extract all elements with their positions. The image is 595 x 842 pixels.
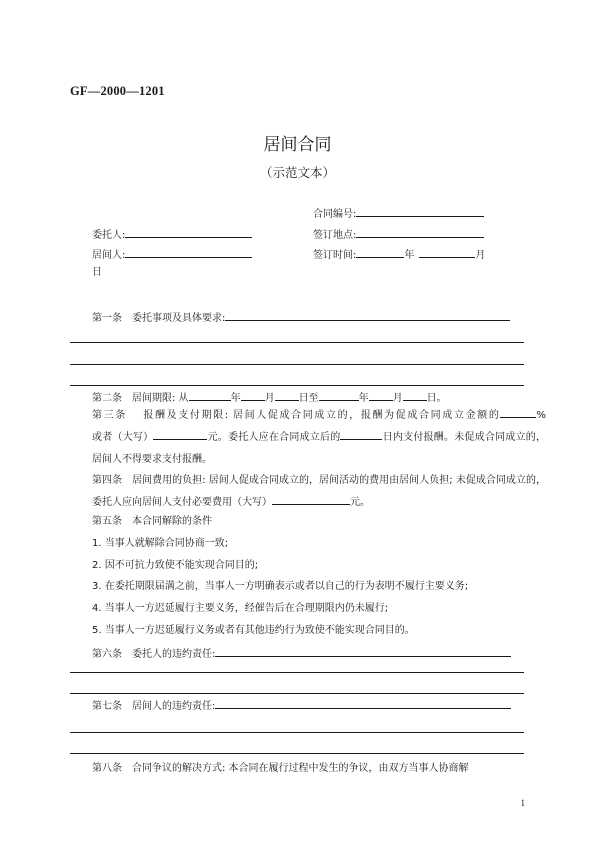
day-label: 日。 [426, 393, 447, 404]
sign-place-label: 签订地点: [313, 230, 357, 241]
article-2-label: 第二条 居间期限: 从 [92, 393, 189, 404]
article-7-line[interactable] [70, 753, 524, 754]
end-day-blank[interactable] [403, 389, 427, 401]
year-label: 年 [358, 393, 369, 404]
article-8: 第八条 合同争议的解决方式: 本合同在履行过程中发生的争议，由双方当事人协商解 [92, 763, 469, 774]
intermediary-blank[interactable] [125, 246, 252, 258]
percent-label: % [536, 410, 546, 421]
article-6-line[interactable] [70, 693, 524, 694]
article-1 [92, 309, 510, 326]
article-4-text: 元。 [350, 497, 370, 508]
sign-month-blank[interactable] [419, 246, 475, 258]
sign-year-blank[interactable] [356, 246, 404, 258]
article-7-blank[interactable] [215, 697, 511, 709]
article-1-line[interactable] [70, 342, 524, 343]
contract-number-label: 合同编号: [313, 209, 357, 220]
document-code: GF—2000—1201 [70, 84, 165, 98]
list-item: 2. 因不可抗力致使不能实现合同目的; [92, 560, 259, 571]
list-item: 1. 当事人就解除合同协商一致; [92, 538, 229, 549]
article-3-text: 或者（大写） [92, 432, 154, 443]
article-4 [70, 470, 546, 514]
contract-number-blank[interactable] [356, 205, 484, 217]
intermediary-label: 居间人: [92, 250, 126, 261]
article-6-label: 第六条 委托人的违约责任: [92, 649, 216, 660]
month-label: 月 [264, 393, 275, 404]
list-item: 3. 在委托期限届满之前，当事人一方明确表示或者以自己的行为表明不履行主要义务; [92, 581, 469, 592]
article-4-text: 第四条 居间费用的负担: 居间人促成合同成立的，居间活动的费用由居间人负担; 未促成合同成立的，委托人应向居间人支付必要费用（大写） [92, 475, 546, 508]
day-to-label: 日至 [298, 393, 319, 404]
sign-place-field [313, 226, 484, 243]
article-1-label: 第一条 委托事项及具体要求: [92, 313, 226, 324]
start-month-blank[interactable] [241, 389, 265, 401]
sign-time-field [313, 246, 485, 263]
article-3-text: 元。委托人应在合同成立后的 [207, 432, 341, 443]
sign-place-blank[interactable] [356, 226, 484, 238]
article-6 [92, 645, 511, 662]
article-3-text: 第三条 报酬及支付期限: 居间人促成合同成立的，报酬为促成合同成立金额的 [92, 410, 501, 421]
page-subtitle: （示范文本） [259, 165, 335, 180]
start-day-blank[interactable] [275, 389, 299, 401]
article-7-line[interactable] [70, 732, 524, 733]
article-5-heading: 第五条 本合同解除的条件 [92, 516, 212, 527]
article-1-line[interactable] [70, 385, 524, 386]
month-label: 月 [475, 250, 486, 261]
page-number: 1 [520, 798, 525, 808]
article-7-label: 第七条 居间人的违约责任: [92, 701, 216, 712]
year-label: 年 [230, 393, 241, 404]
end-year-blank[interactable] [319, 389, 359, 401]
sign-day-label: 日 [92, 267, 102, 278]
client-blank[interactable] [125, 226, 252, 238]
article-1-line[interactable] [70, 364, 524, 365]
article-3-text: 日内支付报酬。未促成合同成立的，居间人不得要求支付报酬。 [92, 432, 547, 465]
expense-amount-blank[interactable] [272, 493, 350, 505]
contract-number-field [313, 205, 484, 222]
list-item: 5. 当事人一方迟延履行义务或者有其他违约行为致使不能实现合同目的。 [92, 625, 415, 636]
client-field [92, 226, 252, 243]
article-2 [92, 389, 447, 406]
article-7 [92, 697, 511, 714]
article-6-line[interactable] [70, 672, 524, 673]
client-label: 委托人: [92, 230, 126, 241]
article-6-blank[interactable] [215, 645, 511, 657]
year-label: 年 [404, 250, 415, 261]
article-1-blank[interactable] [225, 309, 510, 321]
page-title: 居间合同 [263, 135, 332, 155]
amount-blank[interactable] [153, 428, 207, 440]
intermediary-field [92, 246, 252, 263]
sign-time-label: 签订时间: [313, 250, 357, 261]
end-month-blank[interactable] [369, 389, 393, 401]
percent-blank[interactable] [500, 406, 536, 418]
days-blank[interactable] [340, 428, 382, 440]
list-item: 4. 当事人一方迟延履行主要义务，经催告后在合理期限内仍未履行; [92, 603, 389, 614]
article-3 [70, 405, 546, 471]
month-label: 月 [392, 393, 403, 404]
start-year-blank[interactable] [189, 389, 231, 401]
